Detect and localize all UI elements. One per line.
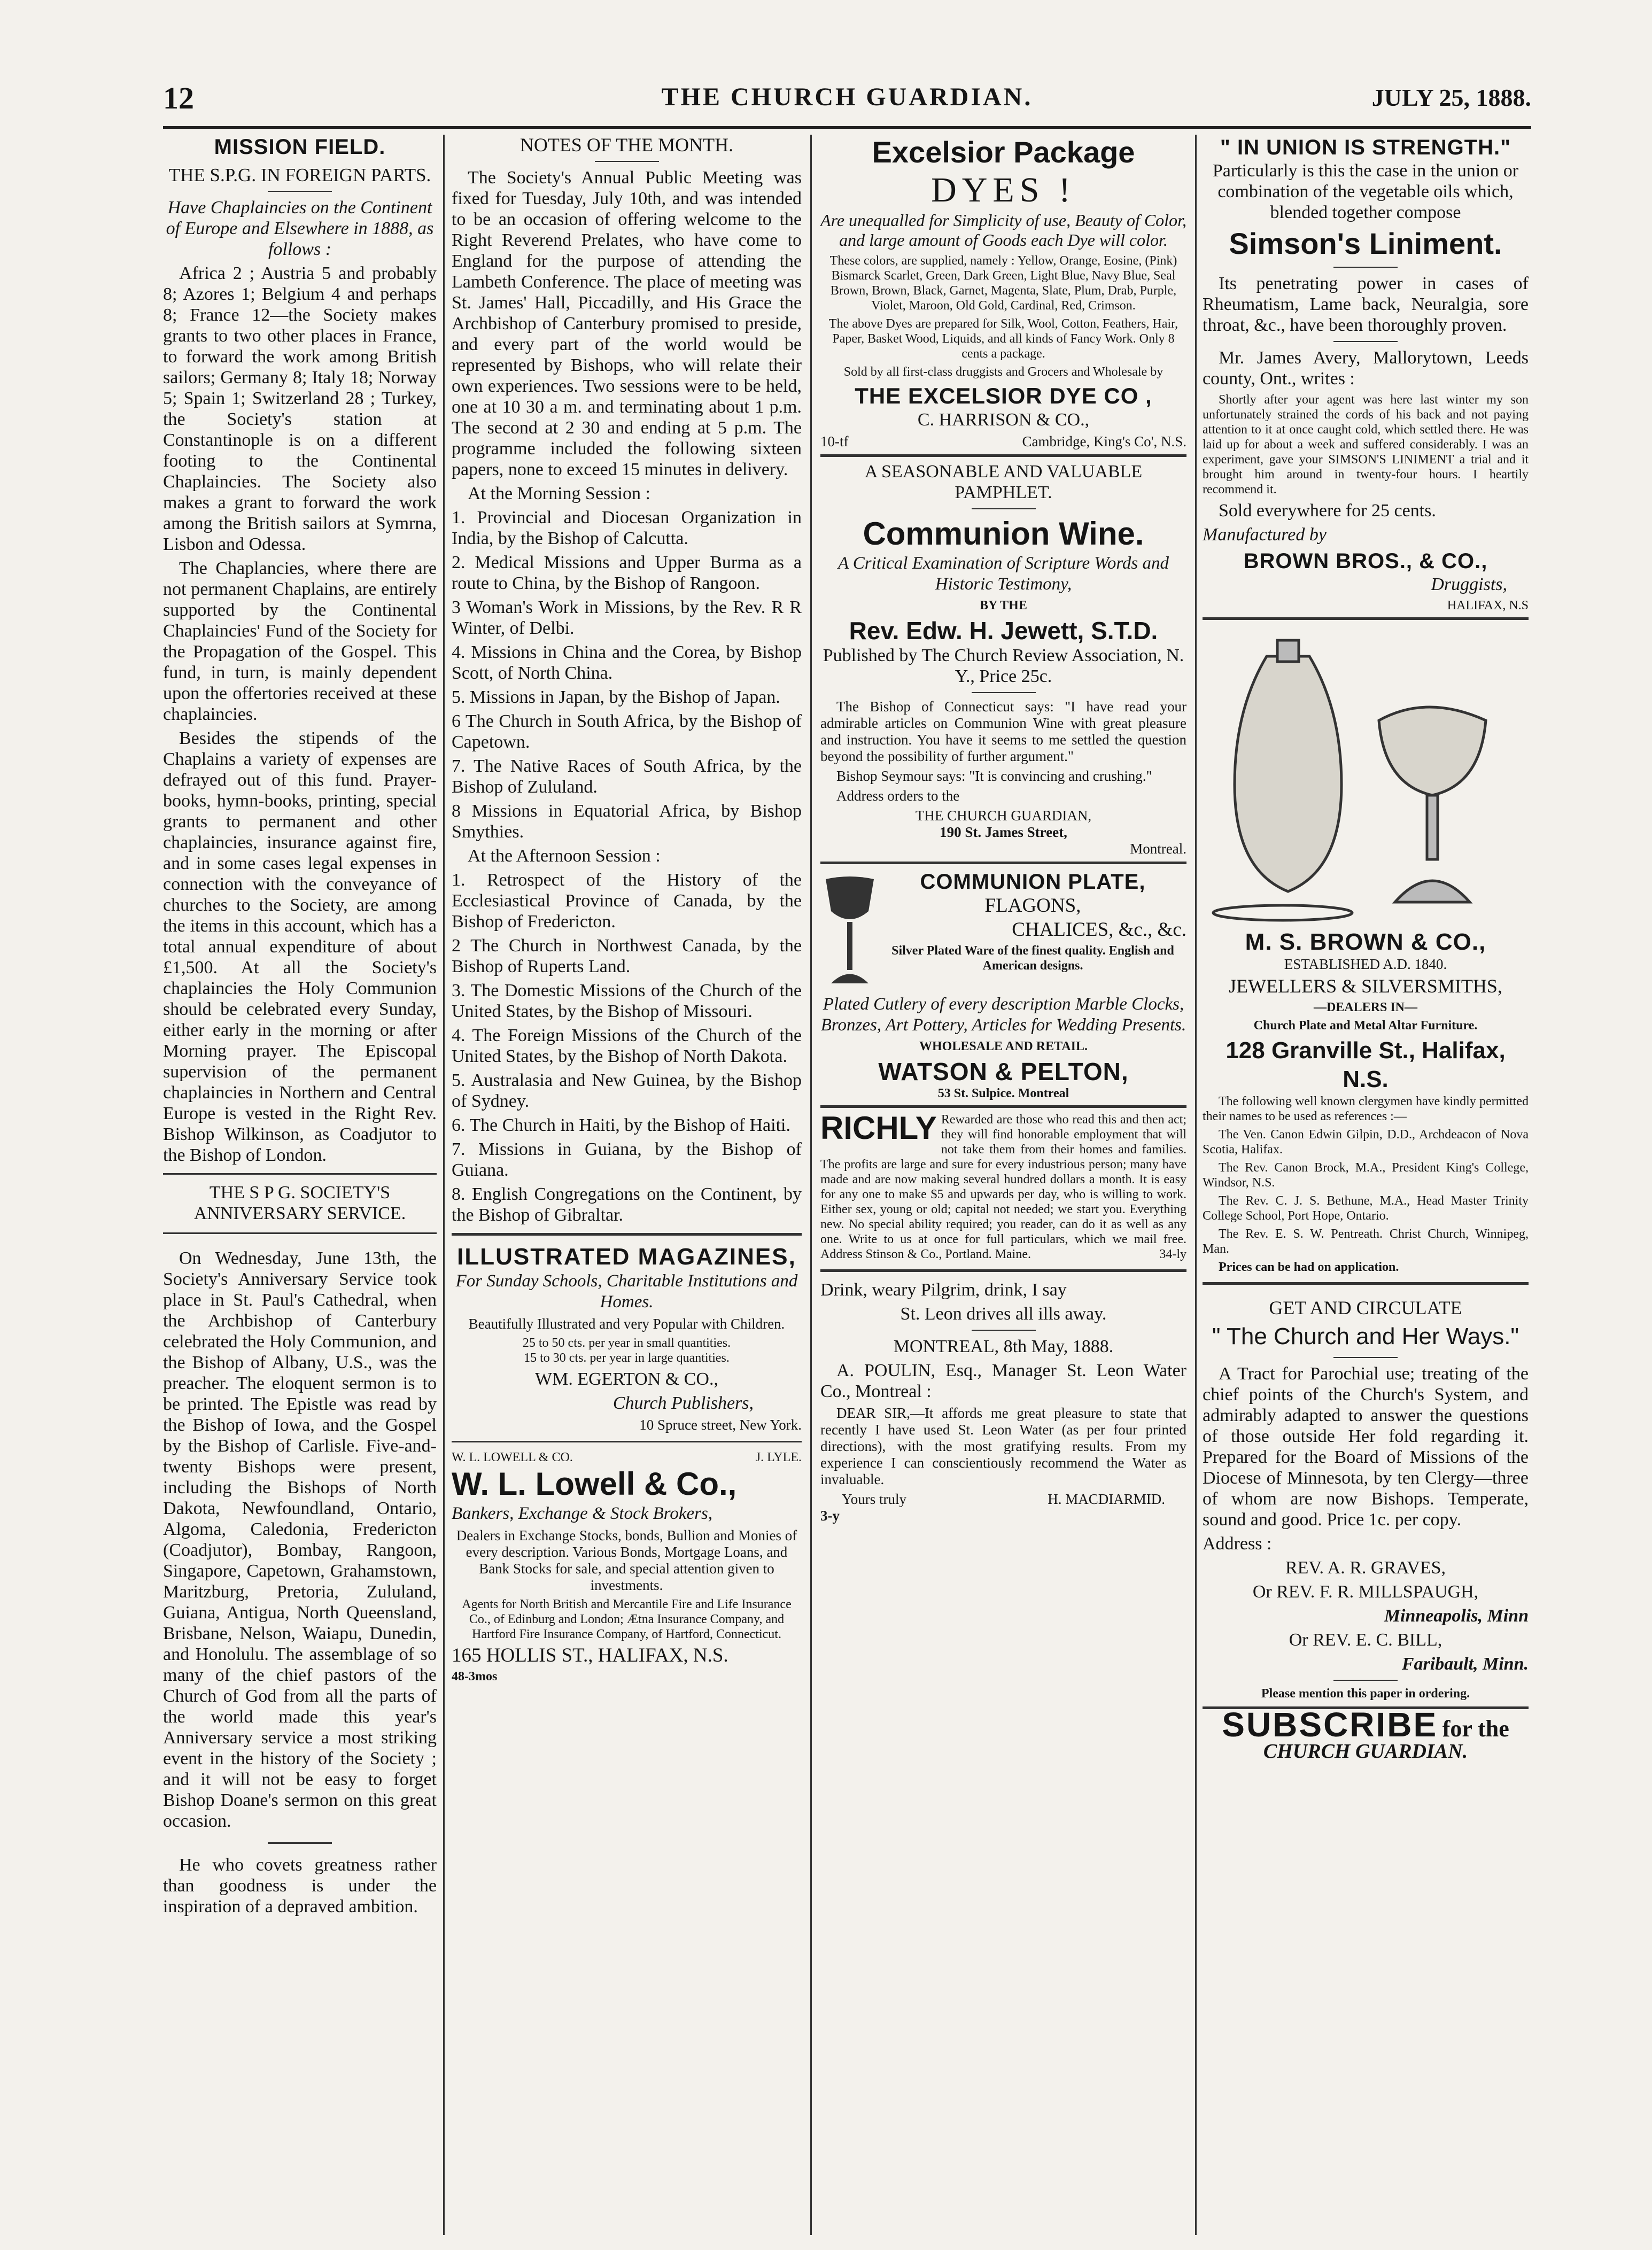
ad-title: Excelsior Package (872, 135, 1135, 169)
divider (163, 1232, 437, 1234)
newspaper-title: THE CHURCH GUARDIAN. (661, 83, 1033, 111)
column-divider (443, 135, 445, 2235)
ad-trade: JEWELLERS & SILVERSMITHS, (1229, 975, 1502, 997)
divider (452, 1441, 802, 1442)
ad-by: BY THE (980, 599, 1027, 612)
ad-code: 48-3mos (452, 1670, 498, 1683)
article-heading: THE S.P.G. IN FOREIGN PARTS. (168, 165, 431, 185)
ad-publisher: WM. EGERTON & CO., (535, 1369, 718, 1389)
ad-head: A SEASONABLE AND VALUABLE PAMPHLET. (864, 462, 1143, 502)
session-item: 3. The Domestic Missions of the Church of the United States, by the Bishop of Missouri. (452, 981, 802, 1021)
ad-communion-plate (820, 868, 1186, 1101)
ad-text: DEAR SIR,—It affords me great pleasure to state that recently I have used St. Leon Water (as per four printed directions), with the most gratifying results. From my experience I can conscientiously recommend the Water as invaluable. (820, 1405, 1186, 1487)
divider (972, 508, 1036, 509)
ad-contact: REV. A. R. GRAVES, (1285, 1558, 1446, 1578)
ad-communion-wine (820, 461, 1186, 857)
session-item: 2. Medical Missions and Upper Burma as a route to China, by the Bishop of Rangoon. (452, 553, 802, 593)
ad-text: Address orders to the (836, 788, 960, 804)
ad-contact: Or REV. E. C. BILL, (1289, 1630, 1442, 1650)
ad-address: 128 Granville St., Halifax, N.S. (1226, 1037, 1506, 1092)
session-item: 4. Missions in China and the Corea, by Bishop Scott, of North China. (452, 642, 802, 683)
article-intro: Have Chaplaincies on the Continent of Europe and Elsewhere in 1888, as follows : (166, 198, 434, 259)
ad-author: Rev. Edw. H. Jewett, S.T.D. (849, 617, 1158, 645)
page-header (163, 80, 1531, 128)
ad-text: Plated Cutlery of every description Marble Clocks, Bronzes, Art Pottery, Articles for Wedding Presents. (820, 995, 1186, 1035)
ad-church-and-her-ways (1203, 1298, 1529, 1701)
session-item: 8 Missions in Equatorial Africa, by Bishop Smythies. (452, 801, 802, 842)
ad-reference: The Rev. C. J. S. Bethune, M.A., Head Master Trinity College School, Port Hope, Ontario. (1203, 1194, 1529, 1223)
afternoon-session-list (452, 870, 802, 1225)
column-ads (820, 135, 1186, 2235)
ad-subtitle: For Sunday Schools, Charitable Institutions and Homes. (455, 1271, 798, 1312)
divider (1203, 1282, 1529, 1285)
ad-st-leon (820, 1279, 1186, 1524)
paragraph: He who covets greatness rather than goodness is under the inspiration of a depraved ambition. (163, 1855, 437, 1917)
ad-text: 25 to 50 cts. per year in small quantities. (522, 1336, 731, 1350)
session-item: 3 Woman's Work in Missions, by the Rev. R R Winter, of Delbi. (452, 598, 802, 638)
session-item: 7. The Native Races of South Africa, by the Bishop of Zululand. (452, 756, 802, 797)
ad-text: Agents for North British and Mercantile Fire and Life Insurance Co., of Edinburg and London; Ætna Insurance Company, and Hartford Fire Insurance Company, of Hartford, Connecticut. (462, 1597, 792, 1641)
divider (595, 161, 659, 162)
ad-text: Sold by all first-class druggists and Grocers and Wholesale by (843, 365, 1164, 379)
ad-text: Church Plate and Metal Altar Furniture. (1253, 1019, 1478, 1033)
ad-text: Prices can be had on application. (1219, 1260, 1399, 1274)
session-item: 6 The Church in South Africa, by the Bishop of Capetown. (452, 711, 802, 752)
article-heading: THE S P G. SOCIETY'S ANNIVERSARY SERVICE. (193, 1183, 406, 1223)
ad-subtitle: A Critical Examination of Scripture Words and Historic Testimony, (837, 554, 1169, 594)
ad-text: Silver Plated Ware of the finest quality. English and American designs. (891, 944, 1174, 973)
ad-text: A Tract for Parochial use; treating of the chief points of the Church's System, and admirably adapted to answer the questions of those outside Her fold regarding it. Prepared for the Board of Missions of the Diocese of Minnesota, by ten Clergy—three of whom are now Bishops. Temperate, sound and good. Price 1c. per copy. (1203, 1364, 1529, 1530)
section-heading: MISSION FIELD. (214, 135, 386, 159)
ad-address: Cambridge, King's Co', N.S. (1022, 433, 1186, 449)
session-item: 5. Australasia and New Guinea, by the Bishop of Sydney. (452, 1070, 802, 1111)
ad-address: 53 St. Sulpice. Montreal (937, 1087, 1069, 1100)
column-mission-field (163, 135, 437, 2235)
ad-text: ESTABLISHED A.D. 1840. (1284, 956, 1447, 972)
paragraph: Africa 2 ; Austria 5 and probably 8; Azores 1; Belgium 4 and perhaps 8; France 12—the Society makes grants to two other places in France, to forward the work among British sailors; Germany 8; Italy 18; Norway 5; Spain 1; Switzerland 28 ; Turkey, the Society's station at Constantinople is on a different footing to the Continental Chaplaincies. The Society also makes a grant to forward the work among the British sailors at Symrna, Lisbon and Odessa. (163, 263, 437, 554)
subscribe-paper: CHURCH GUARDIAN. (1263, 1740, 1468, 1763)
ad-verse: St. Leon drives all ills away. (900, 1304, 1107, 1324)
divider (268, 191, 332, 192)
divider (1203, 617, 1529, 620)
paragraph: Besides the stipends of the Chaplains a variety of expenses are defrayed out of this fund. Prayer-books, hymn-books, printing, special grants to permanent and other chaplaincies, insurance against fire, and in some cases legal expenses in connection with the conveyance of churches to the Society, are among the items in this account, which has a total annual expenditure of about £1,500. At all the Society's chaplaincies the Holy Communion should be celebrated every Sunday, either early in the morning or after Morning prayer. The Episcopal supervision of the permanent chaplaincies in Northern and Central Europe is vested in the Right Rev. Bishop Wilkinson, as Coadjutor to the Bishop of London. (163, 728, 437, 1165)
paragraph: The Chaplancies, where there are not permanent Chaplains, are entirely supported by the Continental Chaplaincies' Fund of the Society for the Propagation of the Gospel. This fund, in turn, is mainly dependent upon the offertories received at these chaplaincies. (163, 558, 437, 724)
issue-date: JULY 25, 1888. (1371, 84, 1531, 111)
ad-text: Particularly is this the case in the union or combination of the vegetable oils which, blended together compose (1212, 161, 1519, 222)
divider (820, 1105, 1186, 1108)
ad-text: Sold everywhere for 25 cents. (1219, 501, 1436, 521)
ad-tagline: Are unequalled for Simplicity of use, Beauty of Color, and large amount of Goods each Dye will color. (820, 211, 1186, 250)
ad-publisher-role: Church Publishers, (612, 1393, 754, 1413)
ad-text: THE CHURCH GUARDIAN, (915, 808, 1092, 824)
ad-text: WHOLESALE AND RETAIL. (919, 1039, 1088, 1053)
ad-quote: Bishop Seymour says: "It is convincing and crushing." (836, 768, 1152, 784)
ad-text: 190 St. James Street, (940, 824, 1067, 840)
session-item: 1. Retrospect of the History of the Ecclesiastical Province of Canada, by the Bishop of Fredericton. (452, 870, 802, 932)
church-plate-illustration (1203, 624, 1529, 924)
ad-text: Druggists, (1431, 575, 1507, 594)
ad-text: Please mention this paper in ordering. (1261, 1687, 1470, 1701)
ad-quote: Shortly after your agent was here last winter my son unfortunately strained the cords of his back and not paying attention to it at once caught cold, which settled there. He was laid up for about a week and suffered considerably. I was an experiment, gave your SIMSON'S LINIMENT a trial and it brought him around in twenty-four hours. I heartily recommend it. (1203, 393, 1529, 496)
ad-contact-city: Minneapolis, Minn (1384, 1606, 1529, 1626)
ad-company: WATSON & PELTON, (878, 1058, 1129, 1085)
ad-company: THE EXCELSIOR DYE CO , (855, 383, 1152, 408)
ad-text: Mr. James Avery, Mallorytown, Leeds county, Ont., writes : (1203, 348, 1529, 389)
divider (820, 862, 1186, 864)
session-item: 8. English Congregations on the Continent, by the Bishop of Gibraltar. (452, 1184, 802, 1225)
ad-text: Manufactured by (1203, 525, 1327, 545)
ad-ms-brown (1203, 624, 1529, 1275)
chalice-icon (820, 868, 879, 994)
ad-address: 10 Spruce street, New York. (639, 1417, 802, 1433)
ad-title: " IN UNION IS STRENGTH." (1220, 136, 1511, 159)
page-number: 12 (163, 81, 194, 115)
header-rule (163, 126, 1531, 129)
ad-title-2: FLAGONS, (984, 895, 1081, 917)
divider (163, 1173, 437, 1175)
ad-title-2: DYES ! (931, 170, 1076, 210)
ad-text: Address : (1203, 1534, 1272, 1554)
ad-simsons-liniment (1203, 135, 1529, 613)
divider (972, 692, 1036, 693)
column-ads-right (1203, 135, 1529, 2235)
ad-richly (820, 1112, 1186, 1262)
column-notes (452, 135, 802, 2235)
ad-product: Simson's Liniment. (1229, 227, 1502, 260)
divider (1333, 267, 1398, 268)
divider (1333, 1357, 1398, 1358)
ad-text: The following well known clergymen have kindly permitted their names to be used as references :— (1203, 1095, 1529, 1123)
divider (820, 454, 1186, 457)
ad-title: Communion Wine. (863, 516, 1144, 552)
subscribe-text: for the (1442, 1716, 1509, 1742)
column-divider (1195, 135, 1197, 2235)
ad-illustrated-magazines (452, 1243, 802, 1433)
ad-subscribe (1203, 1705, 1529, 1763)
ad-head: GET AND CIRCULATE (1269, 1297, 1462, 1318)
subscribe-word: SUBSCRIBE (1222, 1705, 1438, 1744)
ad-contact: Or REV. F. R. MILLSPAUGH, (1252, 1582, 1479, 1602)
divider (1333, 1680, 1398, 1681)
session-item: 7. Missions in Guiana, by the Bishop of Guiana. (452, 1139, 802, 1180)
ad-title: " The Church and Her Ways." (1212, 1323, 1519, 1349)
ad-signature: H. MACDIARMID. (1048, 1491, 1165, 1507)
paragraph: The Society's Annual Public Meeting was fixed for Tuesday, July 10th, and was intended to be an occasion of offering welcome to the Right Reverend Prelates, who have come to England for the purpose of attending the Lambeth Conference. The place of meeting was St. James' Hall, Piccadilly, and His Grace the Archbishop of Canterbury promised to preside, and every part of the world would be represented by Bishops, who will relate their own experiences. Two sessions were to be held, one at 10 30 a m. and terminating about 1 p.m. The second at 2 30 and ending at 5 p.m. The programme included the following sixteen papers, none to exceed 15 minutes in delivery. (452, 168, 802, 479)
divider (268, 1842, 332, 1844)
divider (972, 1330, 1036, 1331)
ad-text: Yours truly (842, 1491, 907, 1507)
ad-subtitle: Bankers, Exchange & Stock Brokers, (452, 1504, 713, 1523)
ad-partner: J. LYLE. (755, 1450, 802, 1464)
divider (820, 1269, 1186, 1272)
ad-excelsior-dyes (820, 135, 1186, 450)
ad-title-3: CHALICES, &c., &c. (1012, 919, 1186, 941)
ad-text: Its penetrating power in cases of Rheumatism, Lame back, Neuralgia, sore throat, &c., have been thoroughly proven. (1203, 274, 1529, 335)
session-item: 2 The Church in Northwest Canada, by the Bishop of Ruperts Land. (452, 936, 802, 976)
session-item: 1. Provincial and Diocesan Organization in India, by the Bishop of Calcutta. (452, 508, 802, 548)
paragraph: On Wednesday, June 13th, the Society's Anniversary Service took place in St. Paul's Cathedral, when the Archbishop of Canterbury celebrated the Holy Communion, and the Bishop of Albany, U.S., was the preacher. The eloquent sermon is to be printed. The Epistle was read by the Bishop of Iowa, and the Gospel by the Bishop of Carlisle. Five-and-twenty Bishops were present, including the Bishops of North Dakota, Newfoundland, Ontario, Algoma, Caledonia, Fredericton (Coadjutor), Bombay, Rangoon, Singapore, Capetown, Grahamstown, Maritzburg, Pretoria, Zululand, Guiana, Antigua, North Queensland, Brisbane, Nelson, Waiapu, Dunedin, and Honolulu. The assemblage of so many of the chief pastors of the Church of God from all the parts of the world made this year's Anniversary service a most striking event in the history of the Society ; and it will not be easy to forget Bishop Doane's sermon on this great occasion. (163, 1248, 437, 1831)
ad-date: MONTREAL, 8th May, 1888. (893, 1337, 1114, 1356)
ad-company-2: C. HARRISON & CO., (917, 410, 1090, 430)
column-divider (810, 135, 812, 2235)
session-item: 6. The Church in Haiti, by the Bishop of Haiti. (452, 1115, 790, 1135)
session-heading: At the Morning Session : (468, 484, 650, 503)
ad-reference: The Rev. E. S. W. Pentreath. Christ Church, Winnipeg, Man. (1203, 1227, 1529, 1256)
ad-partner: W. L. LOWELL & CO. (452, 1450, 573, 1464)
session-item: 5. Missions in Japan, by the Bishop of Japan. (452, 687, 780, 707)
ad-text: 15 to 30 cts. per year in large quantities. (524, 1351, 730, 1365)
ad-initial: RICHLY (820, 1110, 937, 1146)
session-item: 4. The Foreign Missions of the Church of the United States, by the Bishop of North Dakota. (452, 1026, 802, 1066)
ad-addressee: A. POULIN, Esq., Manager St. Leon Water Co., Montreal : (820, 1361, 1186, 1401)
ad-text: —DEALERS IN— (1313, 1000, 1418, 1014)
session-heading: At the Afternoon Session : (468, 846, 661, 866)
morning-session-list (452, 507, 802, 842)
ad-code: 34-ly (1159, 1247, 1186, 1261)
ad-publisher: Published by The Church Review Association, N. Y., Price 25c. (823, 646, 1184, 686)
ad-title: ILLUSTRATED MAGAZINES, (457, 1244, 796, 1270)
ad-quote: The Bishop of Connecticut says: "I have read your admirable articles on Communion Wine with great pleasure and instruction. You have it seems to me settled the question beyond the possibility of further argument." (820, 699, 1186, 764)
ad-company: M. S. BROWN & CO., (1245, 929, 1486, 955)
section-heading: NOTES OF THE MONTH. (519, 135, 734, 156)
ad-text: Montreal. (1130, 841, 1186, 857)
ad-company: BROWN BROS., & CO., (1243, 549, 1488, 573)
ad-code: 10-tf (820, 433, 849, 449)
ad-code: 3-y (820, 1508, 840, 1524)
ad-reference: The Ven. Canon Edwin Gilpin, D.D., Archdeacon of Nova Scotia, Halifax. (1203, 1128, 1529, 1157)
ad-text: Rewarded are those who read this and then act; they will find honorable employment that will not take them from their homes and families. The profits are large and sure for every industrious person; many have made and are now making several hundred dollars a month. It is easy for any one to make $5 and upwards per day, who is willing to work. Either sex, young or old; capital not needed; we start you. Everything new. No special ability required; you reader, can do it as well as any one. Write to us at once for full particulars, which we mail free. Address Stinson & Co., Portland. Maine. (820, 1113, 1186, 1261)
ad-address: 165 HOLLIS ST., HALIFAX, N.S. (452, 1644, 728, 1666)
divider (452, 1233, 802, 1236)
divider (1333, 341, 1398, 342)
ad-title: W. L. Lowell & Co., (452, 1466, 737, 1502)
ad-reference: The Rev. Canon Brock, M.A., President King's College, Windsor, N.S. (1203, 1161, 1529, 1190)
ad-lowell (452, 1450, 802, 1684)
ad-contact-city: Faribault, Minn. (1401, 1654, 1529, 1674)
ad-text: Dealers in Exchange Stocks, bonds, Bullion and Monies of every description. Various Bonds, Mortgage Loans, and Bank Stocks for sale, and special attention given to investments. (456, 1527, 797, 1593)
ad-text: Beautifully Illustrated and very Popular with Children. (468, 1316, 785, 1332)
ad-verse: Drink, weary Pilgrim, drink, I say (820, 1280, 1067, 1300)
ad-text: HALIFAX, N.S (1447, 599, 1529, 612)
ad-text: The above Dyes are prepared for Silk, Wool, Cotton, Feathers, Hair, Paper, Basket Wood, Liquids, and all kinds of Fancy Work. Only 8 cents a package. (828, 317, 1178, 361)
ad-text: These colors, are supplied, namely : Yellow, Orange, Eosine, (Pink) Bismarck Scarlet, Green, Dark Green, Light Blue, Navy Blue, Seal Brown, Brown, Black, Garnet, Magenta, Slate, Plum, Drab, Purple, Violet, Maroon, Old Gold, Cardinal, Red, Crimson. (829, 254, 1177, 313)
ad-title: COMMUNION PLATE, (920, 870, 1146, 894)
